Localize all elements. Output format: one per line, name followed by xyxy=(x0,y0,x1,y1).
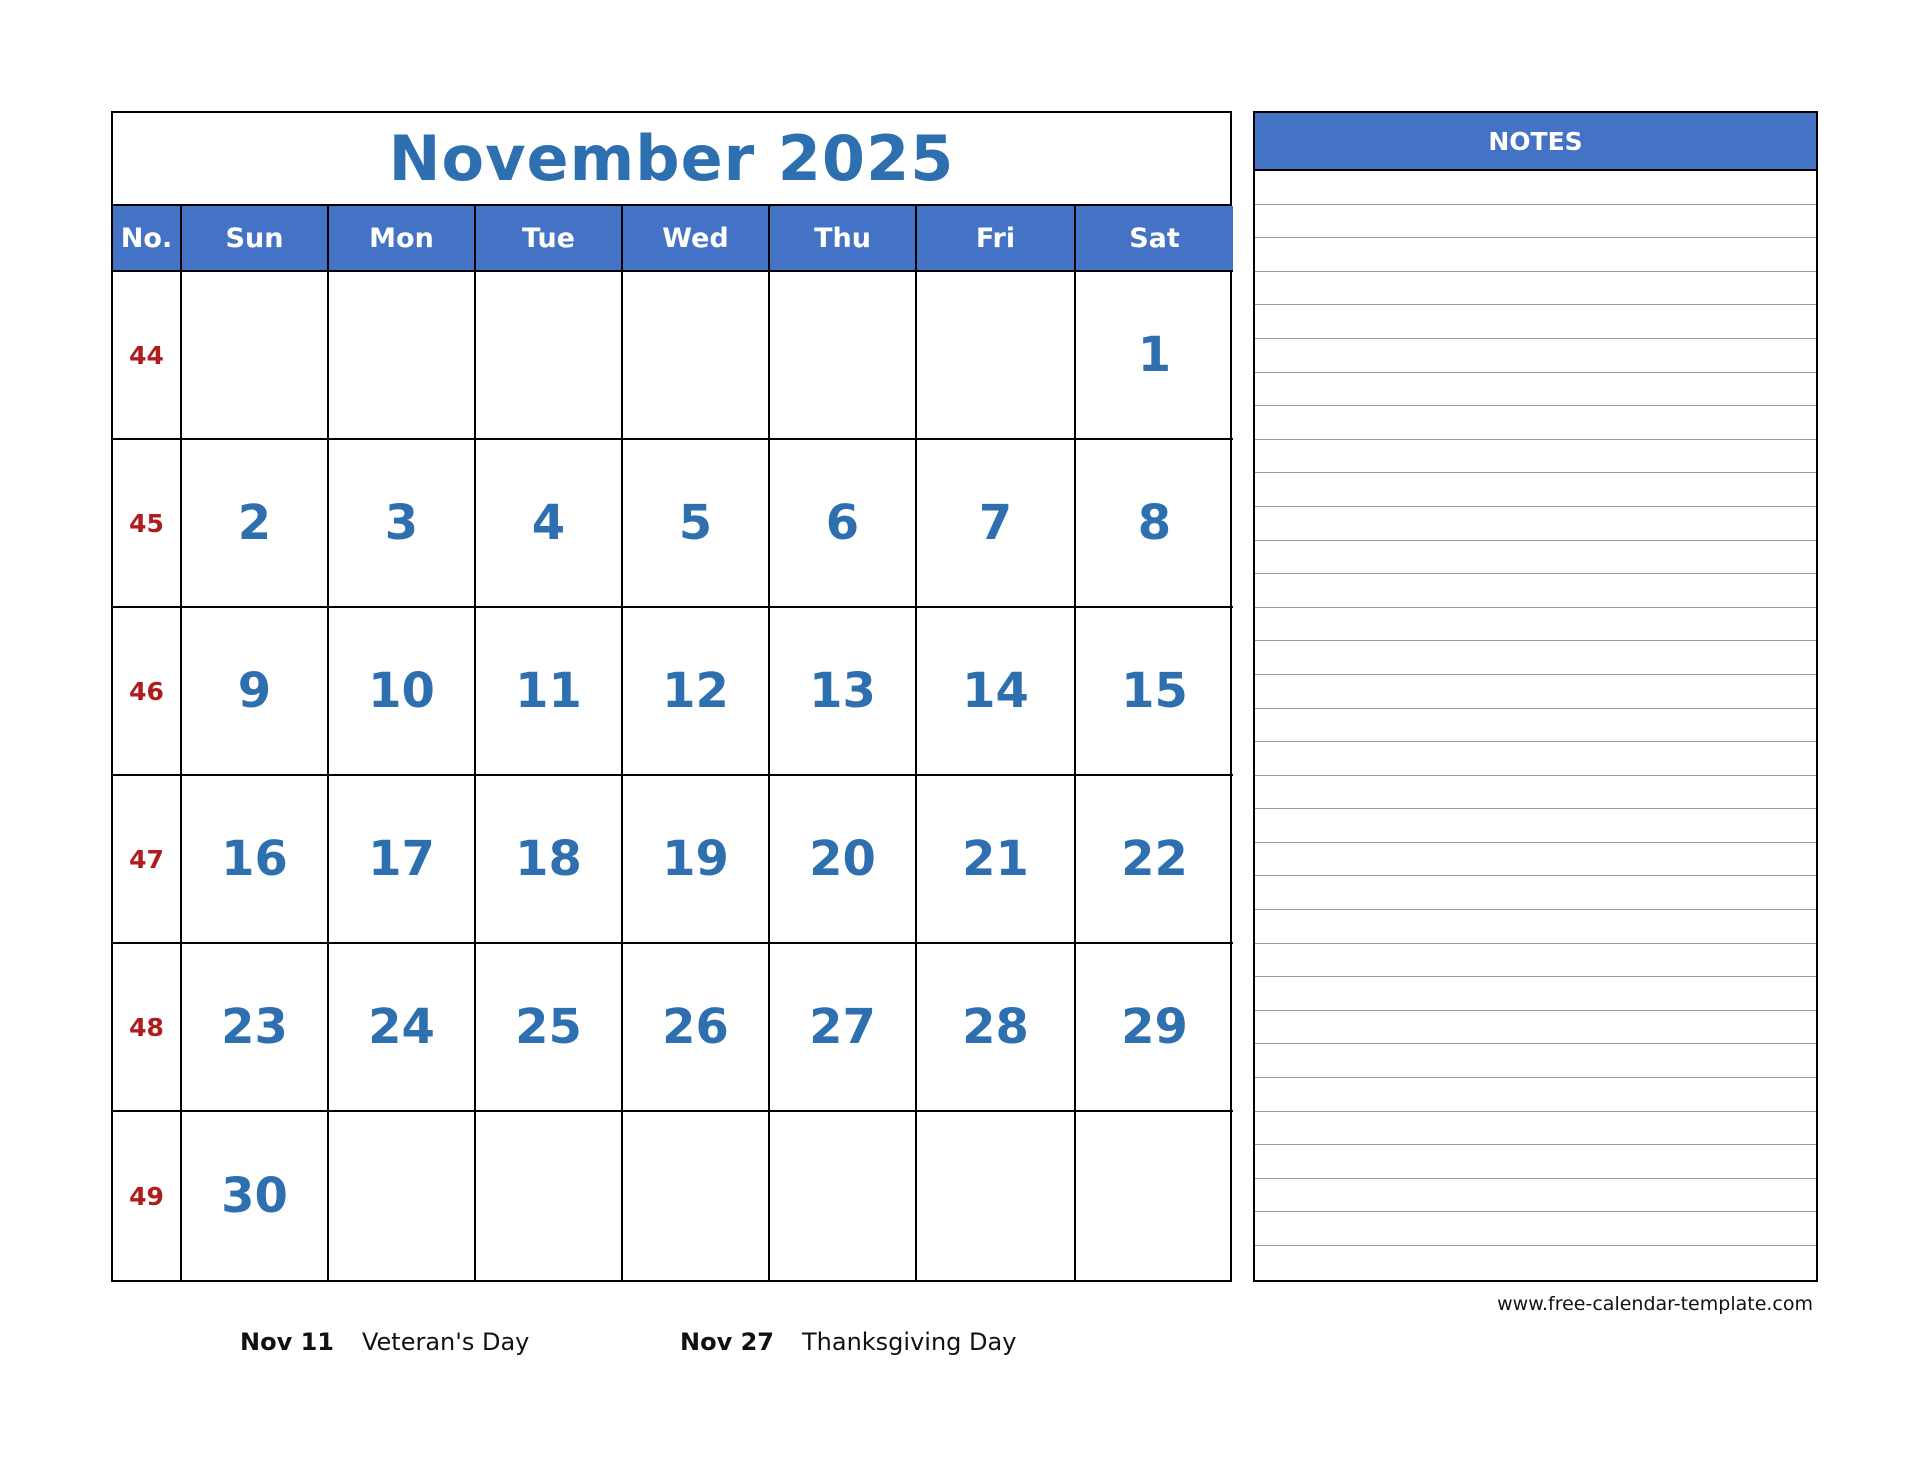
day-cell[interactable] xyxy=(917,272,1076,440)
weekday-header-fri: Fri xyxy=(917,206,1076,272)
note-line[interactable] xyxy=(1255,440,1816,474)
day-cell[interactable]: 29 xyxy=(1076,944,1233,1112)
note-line[interactable] xyxy=(1255,205,1816,239)
note-line[interactable] xyxy=(1255,541,1816,575)
note-line[interactable] xyxy=(1255,1212,1816,1246)
note-line[interactable] xyxy=(1255,339,1816,373)
day-cell[interactable]: 18 xyxy=(476,776,623,944)
note-line[interactable] xyxy=(1255,1044,1816,1078)
day-cell[interactable]: 10 xyxy=(329,608,476,776)
day-cell[interactable]: 14 xyxy=(917,608,1076,776)
note-line[interactable] xyxy=(1255,776,1816,810)
day-cell[interactable] xyxy=(623,272,770,440)
note-line[interactable] xyxy=(1255,1179,1816,1213)
day-cell[interactable] xyxy=(770,272,917,440)
day-cell[interactable]: 4 xyxy=(476,440,623,608)
week-number: 45 xyxy=(113,440,182,608)
day-cell[interactable]: 8 xyxy=(1076,440,1233,608)
day-cell[interactable]: 13 xyxy=(770,608,917,776)
day-cell[interactable]: 2 xyxy=(182,440,329,608)
day-cell[interactable]: 16 xyxy=(182,776,329,944)
holiday-entry xyxy=(680,1328,1016,1356)
note-line[interactable] xyxy=(1255,608,1816,642)
day-cell[interactable] xyxy=(623,1112,770,1280)
day-cell[interactable]: 1 xyxy=(1076,272,1233,440)
note-line[interactable] xyxy=(1255,1078,1816,1112)
day-cell[interactable]: 11 xyxy=(476,608,623,776)
note-line[interactable] xyxy=(1255,1246,1816,1280)
day-cell[interactable]: 6 xyxy=(770,440,917,608)
calendar-grid xyxy=(113,206,1230,1280)
day-cell[interactable]: 17 xyxy=(329,776,476,944)
day-cell[interactable]: 12 xyxy=(623,608,770,776)
note-line[interactable] xyxy=(1255,843,1816,877)
note-line[interactable] xyxy=(1255,675,1816,709)
note-line[interactable] xyxy=(1255,473,1816,507)
day-cell[interactable] xyxy=(1076,1112,1233,1280)
note-line[interactable] xyxy=(1255,1011,1816,1045)
site-url: www.free-calendar-template.com xyxy=(1497,1293,1813,1315)
week-number: 46 xyxy=(113,608,182,776)
note-line[interactable] xyxy=(1255,1145,1816,1179)
week-number-header: No. xyxy=(113,206,182,272)
day-cell[interactable] xyxy=(329,1112,476,1280)
note-line[interactable] xyxy=(1255,876,1816,910)
day-cell[interactable]: 5 xyxy=(623,440,770,608)
note-line[interactable] xyxy=(1255,709,1816,743)
note-line[interactable] xyxy=(1255,809,1816,843)
day-cell[interactable]: 25 xyxy=(476,944,623,1112)
notes-panel xyxy=(1253,111,1818,1282)
note-line[interactable] xyxy=(1255,373,1816,407)
day-cell[interactable]: 24 xyxy=(329,944,476,1112)
day-cell[interactable]: 26 xyxy=(623,944,770,1112)
day-cell[interactable]: 20 xyxy=(770,776,917,944)
day-cell[interactable]: 7 xyxy=(917,440,1076,608)
holiday-entry xyxy=(240,1328,529,1356)
weekday-header-tue: Tue xyxy=(476,206,623,272)
note-line[interactable] xyxy=(1255,171,1816,205)
note-line[interactable] xyxy=(1255,507,1816,541)
note-line[interactable] xyxy=(1255,238,1816,272)
week-number: 49 xyxy=(113,1112,182,1280)
notes-title: NOTES xyxy=(1255,113,1816,171)
weekday-header-thu: Thu xyxy=(770,206,917,272)
day-cell[interactable] xyxy=(770,1112,917,1280)
day-cell[interactable]: 30 xyxy=(182,1112,329,1280)
week-number: 44 xyxy=(113,272,182,440)
weekday-header-wed: Wed xyxy=(623,206,770,272)
week-number: 47 xyxy=(113,776,182,944)
note-line[interactable] xyxy=(1255,641,1816,675)
note-line[interactable] xyxy=(1255,742,1816,776)
holiday-date: Nov 11 xyxy=(240,1328,334,1356)
month-calendar xyxy=(111,111,1232,1282)
day-cell[interactable]: 28 xyxy=(917,944,1076,1112)
day-cell[interactable] xyxy=(476,272,623,440)
note-line[interactable] xyxy=(1255,910,1816,944)
day-cell[interactable] xyxy=(182,272,329,440)
holiday-name: Veteran's Day xyxy=(361,1328,530,1356)
day-cell[interactable]: 22 xyxy=(1076,776,1233,944)
note-line[interactable] xyxy=(1255,977,1816,1011)
note-line[interactable] xyxy=(1255,574,1816,608)
day-cell[interactable]: 15 xyxy=(1076,608,1233,776)
day-cell[interactable]: 19 xyxy=(623,776,770,944)
day-cell[interactable]: 9 xyxy=(182,608,329,776)
day-cell[interactable] xyxy=(476,1112,623,1280)
day-cell[interactable]: 3 xyxy=(329,440,476,608)
note-line[interactable] xyxy=(1255,406,1816,440)
week-number: 48 xyxy=(113,944,182,1112)
holiday-date: Nov 27 xyxy=(680,1328,774,1356)
note-line[interactable] xyxy=(1255,272,1816,306)
note-line[interactable] xyxy=(1255,305,1816,339)
day-cell[interactable] xyxy=(329,272,476,440)
weekday-header-mon: Mon xyxy=(329,206,476,272)
note-line[interactable] xyxy=(1255,944,1816,978)
weekday-header-sun: Sun xyxy=(182,206,329,272)
notes-lines[interactable] xyxy=(1255,171,1816,1280)
month-title: November 2025 xyxy=(388,122,955,195)
day-cell[interactable] xyxy=(917,1112,1076,1280)
weekday-header-sat: Sat xyxy=(1076,206,1233,272)
day-cell[interactable]: 21 xyxy=(917,776,1076,944)
day-cell[interactable]: 23 xyxy=(182,944,329,1112)
day-cell[interactable]: 27 xyxy=(770,944,917,1112)
note-line[interactable] xyxy=(1255,1112,1816,1146)
calendar-title-row xyxy=(113,113,1230,206)
holiday-name: Thanksgiving Day xyxy=(801,1328,1017,1356)
